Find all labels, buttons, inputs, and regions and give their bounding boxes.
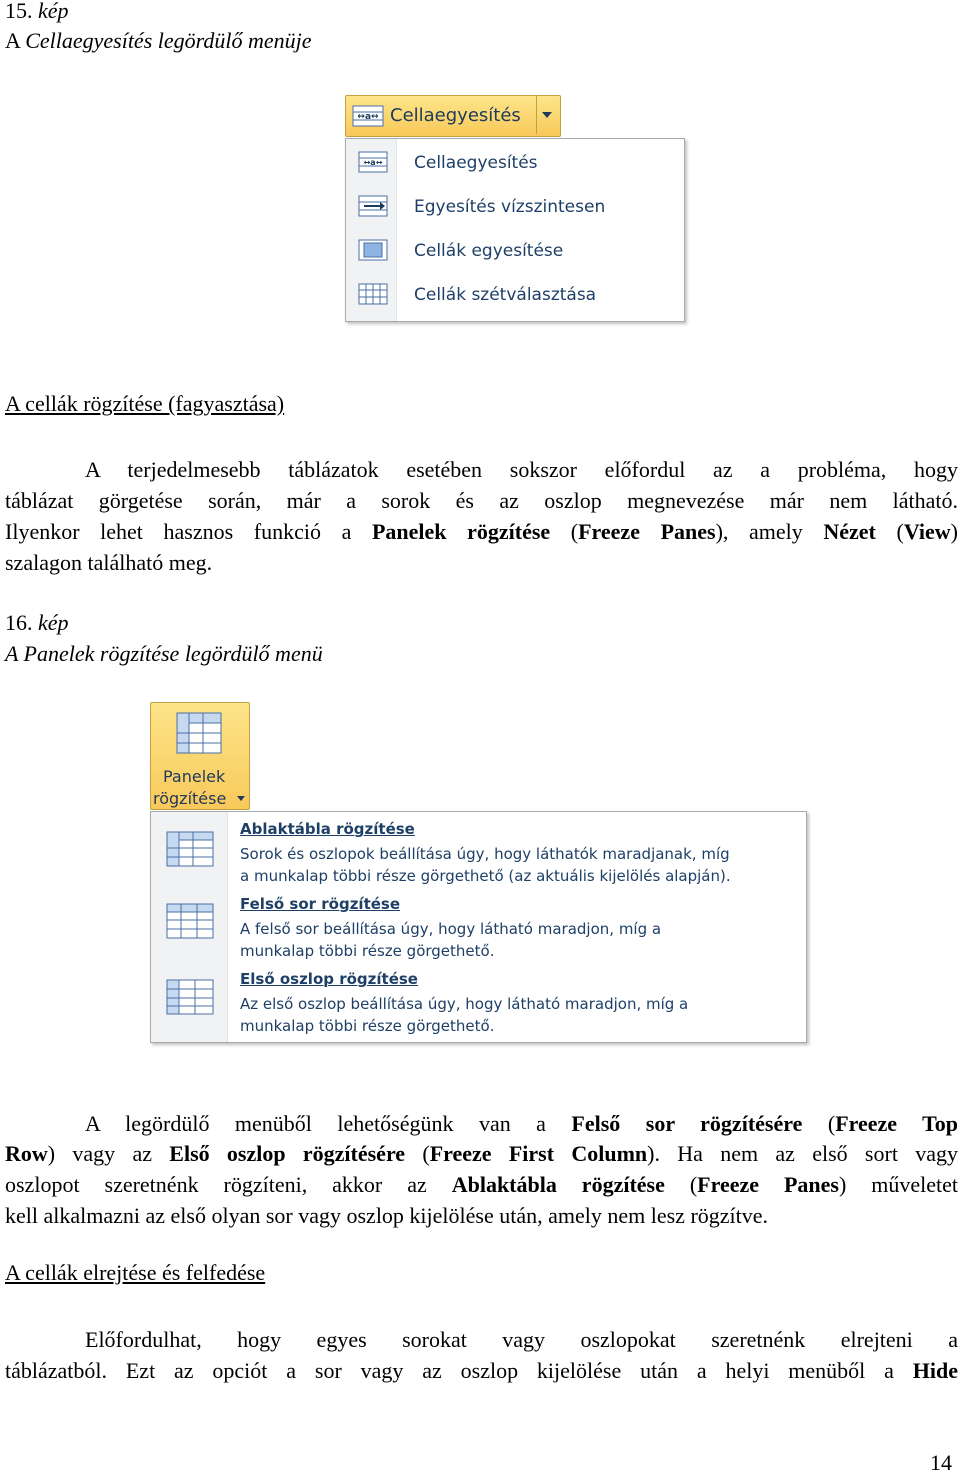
freeze-button-label-2: rögzítése bbox=[153, 789, 227, 808]
chevron-down-icon[interactable] bbox=[237, 796, 245, 801]
menu-item-merge-across[interactable]: Egyesítés vízszintesen bbox=[414, 197, 606, 217]
merge-cells-icon bbox=[358, 239, 388, 261]
figure-15-number: 15. kép bbox=[5, 0, 69, 23]
freeze-panes-icon bbox=[175, 711, 225, 757]
paragraph-line: oszlopot szeretnénk rögzíteni, akkor az Ablaktábla rögzítése (Freeze Panes) műveletet bbox=[5, 1172, 959, 1197]
svg-text:↔a↔: ↔a↔ bbox=[363, 158, 383, 167]
paragraph-line: Ilyenkor lehet hasznos funkció a Panelek rögzítése (Freeze Panes), amely Nézet (View) bbox=[5, 519, 958, 544]
menu-item-freeze-first-column[interactable]: Első oszlop rögzítése bbox=[240, 970, 418, 988]
section-heading-freeze: A cellák rögzítése (fagyasztása) bbox=[5, 391, 285, 416]
section-heading-hide: A cellák elrejtése és felfedése bbox=[5, 1260, 266, 1285]
menu-item-desc: a munkalap többi része görgethető (az aktuális kijelölés alapján). bbox=[240, 867, 731, 885]
paragraph-line: táblázatból. Ezt az opciót a sor vagy az oszlop kijelölése után a helyi menüből a Hide bbox=[5, 1358, 958, 1383]
menu-item-desc: Az első oszlop beállítása úgy, hogy látható maradjon, míg a bbox=[240, 995, 689, 1013]
paragraph-line: Előfordulhat, hogy egyes sorokat vagy oszlopokat szeretnénk elrejteni a bbox=[85, 1327, 958, 1352]
freeze-panes-icon bbox=[165, 830, 215, 870]
chevron-down-icon[interactable] bbox=[542, 112, 552, 118]
menu-item-desc: A felső sor beállítása úgy, hogy látható maradjon, míg a bbox=[240, 920, 662, 938]
paragraph-line: szalagon található meg. bbox=[5, 550, 213, 575]
freeze-top-row-icon bbox=[165, 902, 215, 942]
paragraph-line: Row) vagy az Első oszlop rögzítésére (Freeze First Column). Ha nem az első sort vagy bbox=[5, 1141, 958, 1166]
paragraph-line: táblázat görgetése során, már a sorok és az oszlop megnevezése már nem látható. bbox=[5, 488, 958, 513]
merge-button-label: Cellaegyesítés bbox=[390, 105, 521, 126]
page-number: 14 bbox=[930, 1450, 952, 1475]
figure-15-caption: A Cellaegyesítés legördülő menüje bbox=[5, 28, 312, 53]
paragraph-line: A terjedelmesebb táblázatok esetében sokszor előfordul az a probléma, hogy bbox=[85, 457, 958, 482]
menu-item-merge-cells[interactable]: Cellák egyesítése bbox=[414, 241, 564, 261]
menu-item-merge-center[interactable]: Cellaegyesítés bbox=[414, 153, 538, 173]
paragraph-line: A legördülő menüből lehetőségünk van a Felső sor rögzítésére (Freeze Top bbox=[85, 1111, 959, 1136]
menu-item-freeze-top-row[interactable]: Felső sor rögzítése bbox=[240, 895, 401, 913]
figure-16-caption: A Panelek rögzítése legördülő menü bbox=[5, 641, 323, 666]
menu-item-freeze-panes[interactable]: Ablaktábla rögzítése bbox=[240, 820, 415, 838]
menu-item-desc: munkalap többi része görgethető. bbox=[240, 942, 495, 960]
freeze-first-column-icon bbox=[165, 978, 215, 1018]
menu-item-desc: Sorok és oszlopok beállítása úgy, hogy láthatók maradjanak, míg bbox=[240, 845, 730, 863]
freeze-button-label-1: Panelek bbox=[163, 767, 226, 786]
merge-cells-button[interactable] bbox=[345, 95, 561, 137]
merge-center-icon bbox=[358, 151, 388, 173]
figure-16-number: 16. kép bbox=[5, 610, 69, 635]
menu-item-desc: munkalap többi része görgethető. bbox=[240, 1017, 495, 1035]
unmerge-cells-icon bbox=[358, 283, 388, 305]
freeze-panes-menu bbox=[150, 811, 807, 1043]
paragraph-line: kell alkalmazni az első olyan sor vagy oszlop kijelölése után, amely nem lesz rögzítve. bbox=[5, 1203, 769, 1228]
merge-across-icon bbox=[358, 195, 388, 217]
merge-center-icon bbox=[352, 105, 384, 127]
menu-item-unmerge-cells[interactable]: Cellák szétválasztása bbox=[414, 285, 597, 305]
merge-menu bbox=[345, 138, 685, 322]
freeze-panes-button[interactable] bbox=[150, 702, 250, 810]
svg-text:↔a↔: ↔a↔ bbox=[357, 112, 379, 122]
